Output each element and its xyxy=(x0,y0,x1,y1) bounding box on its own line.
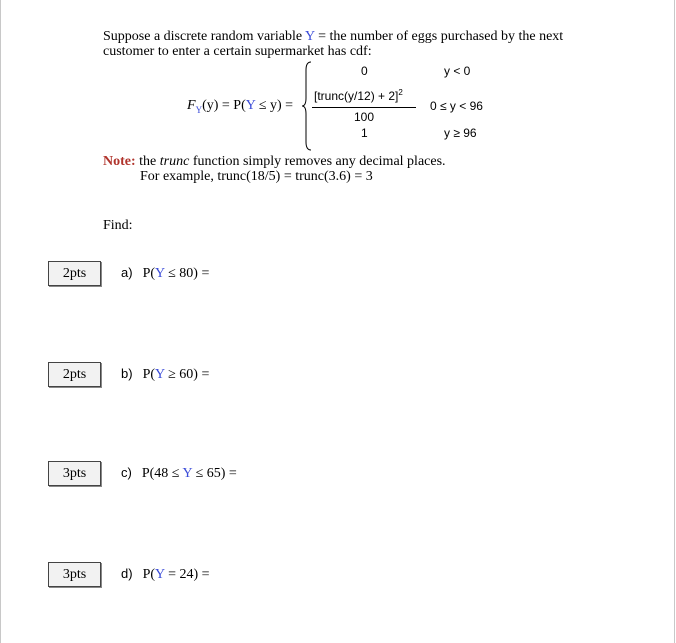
fraction-bar xyxy=(312,107,416,108)
find-label: Find: xyxy=(103,218,133,233)
trunc-emphasis: trunc xyxy=(159,154,190,169)
intro-text-1: Suppose a discrete random variable xyxy=(103,29,306,44)
note-label: Note: xyxy=(103,154,136,169)
left-border xyxy=(0,0,1,643)
points-box-b: 2pts xyxy=(48,362,101,387)
case3-condition: y ≥ 96 xyxy=(444,126,477,140)
case3-value: 1 xyxy=(361,126,368,140)
case2-numerator: [trunc(y/12) + 2]$^2$ xyxy=(314,88,403,103)
case1-condition: y < 0 xyxy=(444,64,471,78)
case1-value: 0 xyxy=(361,64,368,78)
intro-text-3: customer to enter a certain supermarket has cdf: xyxy=(103,44,372,59)
points-box-c: 3pts xyxy=(48,461,101,486)
question-a: a) P(Y ≤ 80) = xyxy=(121,265,210,281)
note-block: Note: the trunc function simply removes any decimal places. For example, trunc(18/5) = trunc(3.6) = 3 xyxy=(103,154,446,184)
right-border xyxy=(674,0,675,643)
points-box-d: 3pts xyxy=(48,562,101,587)
question-d: d) P(Y = 24) = xyxy=(121,566,210,582)
case2-condition: 0 ≤ y < 96 xyxy=(430,99,483,113)
points-box-a: 2pts xyxy=(48,261,101,286)
question-c: c) P(48 ≤ Y ≤ 65) = xyxy=(121,465,237,481)
intro-text-2: = the number of eggs purchased by the next xyxy=(314,29,564,44)
case2-denominator: 100 xyxy=(354,110,375,124)
problem-intro xyxy=(103,29,573,59)
random-variable: Y xyxy=(305,29,315,44)
cdf-lhs: $F_Y(y) = P(Y \le y)$ = xyxy=(187,98,294,115)
question-b: b) P(Y ≥ 60) = xyxy=(121,366,210,382)
left-brace xyxy=(300,60,314,152)
note-example: For example, trunc(18/5) = trunc(3.6) = 3 xyxy=(140,169,373,184)
